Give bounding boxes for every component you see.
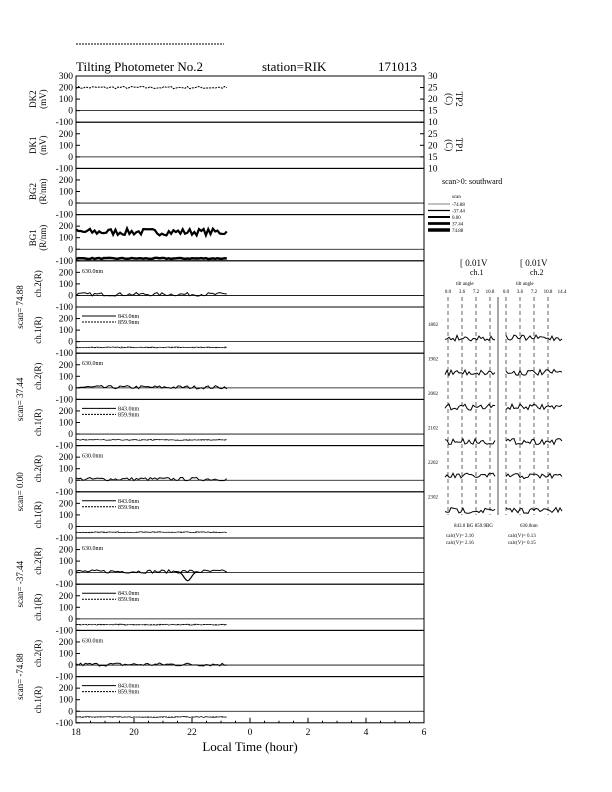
right-y-tick-label: 15 xyxy=(428,106,438,117)
y-tick-label: 100 xyxy=(58,141,73,152)
profile-trace xyxy=(445,335,495,341)
time-label: 2302 xyxy=(428,495,438,501)
bg1-series-1 xyxy=(76,228,227,235)
scan-legend-label: 74.88 xyxy=(452,229,464,234)
y-tick-label: -100 xyxy=(55,395,73,406)
y-tick-label: 200 xyxy=(58,499,73,510)
scan-label-text: scan= 0.00 xyxy=(15,472,25,512)
y-tick-label: -100 xyxy=(55,626,73,637)
y-tick-label: 0 xyxy=(68,476,73,487)
panel-right-ylabel xyxy=(444,92,464,107)
tilt-tick-label: 10.8 xyxy=(543,290,553,295)
tilt-tick-label: 0.0 xyxy=(502,290,510,295)
bottom-label-1: 843.0 BG 859.9BG xyxy=(454,524,493,529)
ch2-630-series xyxy=(76,663,227,666)
tilt-tick-label: 14.4 xyxy=(557,290,567,295)
right-ylabel-line: TP1 xyxy=(454,137,464,153)
y-tick-label: 0 xyxy=(68,291,73,302)
y-tick-label: 200 xyxy=(58,222,73,233)
legend-header: scan xyxy=(452,195,461,200)
y-tick-label: 200 xyxy=(58,268,73,279)
ylabel-line: BG2 xyxy=(28,182,38,201)
legend-label: 843.0nm xyxy=(118,683,140,690)
ylabel-line: ch.2(R) xyxy=(33,547,43,575)
tilt-tick-label: 7.2 xyxy=(530,290,538,295)
y-tick-label: 100 xyxy=(58,603,73,614)
panel-frame xyxy=(76,215,424,261)
calc-label: calc(V)= 0.13 xyxy=(508,534,536,539)
x-tick-label: 20 xyxy=(129,727,139,738)
y-tick-label: 100 xyxy=(58,372,73,383)
scan-legend-label: -74.88 xyxy=(452,203,465,208)
header-date: 171013 xyxy=(378,59,417,74)
y-tick-label: -100 xyxy=(55,303,73,313)
time-label: 1902 xyxy=(428,357,438,363)
y-tick-label: 200 xyxy=(58,314,73,325)
ch2-label: ch.2 xyxy=(530,268,544,277)
calc-label: calc(V)= 0.15 xyxy=(508,541,536,546)
ylabel-line: ch.2(R) xyxy=(33,639,43,668)
y-tick-label: -100 xyxy=(55,580,73,591)
panel-ylabel xyxy=(33,455,43,482)
y-tick-label: 200 xyxy=(58,545,73,556)
profile-trace xyxy=(506,439,562,445)
y-tick-label: 0 xyxy=(68,707,73,718)
x-axis-label: Local Time (hour) xyxy=(202,738,298,754)
right-ylabel-line: TP2 xyxy=(454,91,464,107)
profile-trace xyxy=(506,473,562,478)
legend-label: 630.0nm xyxy=(82,361,104,368)
right-panel xyxy=(428,177,567,546)
y-tick-label: 0 xyxy=(68,430,73,441)
profile-trace xyxy=(445,404,495,410)
panel-ylabel xyxy=(28,225,48,251)
legend-label: 843.0nm xyxy=(118,498,140,505)
y-tick-label: 200 xyxy=(58,175,73,186)
y-tick-label: 0 xyxy=(68,245,73,256)
right-y-tick-label: 20 xyxy=(428,141,438,152)
scan-label xyxy=(15,377,25,421)
x-tick-label: 18 xyxy=(71,727,81,738)
legend-label: 859.9nm xyxy=(118,412,140,419)
tilt-tick-label: 0.0 xyxy=(444,290,452,295)
y-tick-label: -100 xyxy=(55,487,73,498)
header-title: Tilting Photometer No.2 xyxy=(76,59,204,74)
right-panel-title: scan>0: southward xyxy=(442,177,503,186)
scan-legend-label: 37.44 xyxy=(452,222,464,228)
y-tick-label: 200 xyxy=(58,129,73,140)
x-tick-label: 0 xyxy=(247,727,253,738)
y-tick-label: 100 xyxy=(58,326,73,337)
y-tick-label: 0 xyxy=(68,614,73,625)
legend-label: 859.9nm xyxy=(118,504,140,511)
panel-frame xyxy=(76,122,424,168)
y-tick-label: 0 xyxy=(68,522,73,533)
panel-ylabel xyxy=(33,501,43,528)
y-tick-label: 100 xyxy=(58,233,73,244)
dk2-series xyxy=(76,86,227,88)
profile-trace xyxy=(445,439,495,444)
ylabel-line: (R/nm) xyxy=(38,224,48,251)
y-tick-label: 0 xyxy=(68,568,73,579)
tilt-tick-label: 7.2 xyxy=(472,290,480,295)
y-tick-label: 200 xyxy=(58,684,73,695)
y-tick-label: 0 xyxy=(68,337,73,348)
y-tick-label: 100 xyxy=(58,187,73,198)
ylabel-line: (R/nm) xyxy=(38,178,48,205)
panel-stack xyxy=(15,72,464,729)
ylabel-line: ch.1(R) xyxy=(33,593,43,621)
ylabel-line: ch.1(R) xyxy=(33,686,43,714)
panel-frame xyxy=(76,168,424,214)
panel-frame xyxy=(76,630,424,676)
time-label: 1802 xyxy=(428,323,438,328)
panel-frame xyxy=(76,446,424,492)
ch1-label: ch.1 xyxy=(470,268,484,277)
panel-ylabel xyxy=(33,547,43,574)
legend-label: 859.9nm xyxy=(118,689,140,696)
scale-1: [ 0.01V xyxy=(460,258,488,268)
x-tick-label: 6 xyxy=(421,727,427,738)
tilt-tick-label: 3.6 xyxy=(458,290,466,295)
bg1-series-2 xyxy=(76,258,227,259)
scan-label-text: scan= 74.88 xyxy=(15,285,25,329)
scan-label xyxy=(15,472,25,512)
y-tick-label: -100 xyxy=(55,718,73,729)
panel-ylabel xyxy=(33,594,43,621)
legend-label: 843.0nm xyxy=(118,591,140,598)
ylabel-line: ch.1(R) xyxy=(33,408,43,437)
panel-frame xyxy=(76,76,424,122)
x-tick-label: 4 xyxy=(363,727,369,738)
tilt-label: tilt angle xyxy=(456,282,474,287)
scan-label xyxy=(15,560,25,607)
scan-label xyxy=(15,285,25,329)
profile-trace xyxy=(445,508,495,514)
panel-frame xyxy=(76,261,424,307)
ylabel-line: ch.2(R) xyxy=(33,362,43,390)
y-tick-label: -100 xyxy=(55,534,73,544)
y-tick-label: 100 xyxy=(58,418,73,429)
y-tick-label: 100 xyxy=(58,510,73,521)
y-tick-label: 100 xyxy=(58,464,73,475)
scale-2: [ 0.01V xyxy=(520,258,548,268)
right-y-tick-label: 30 xyxy=(428,72,438,82)
panel-frame xyxy=(76,353,424,399)
y-tick-label: -100 xyxy=(55,118,73,129)
time-label: 2002 xyxy=(428,392,438,397)
ylabel-line: (mV) xyxy=(38,135,48,156)
x-tick-label: 2 xyxy=(305,727,311,738)
y-tick-label: -100 xyxy=(55,349,73,360)
profile-trace xyxy=(445,370,495,375)
scan-legend-label: -37.44 xyxy=(452,209,465,215)
panel-right-ylabel xyxy=(444,138,464,153)
y-tick-label: 300 xyxy=(58,72,73,82)
legend-label: 630.0nm xyxy=(82,638,104,645)
calc-label: calc(V)= 2.16 xyxy=(446,541,474,546)
right-ylabel-line: (C) xyxy=(444,93,454,106)
right-ylabel-line: (C) xyxy=(444,139,454,152)
ylabel-line: BG1 xyxy=(28,229,38,247)
ylabel-line: DK1 xyxy=(28,136,38,155)
bottom-label-2: 630.0nm xyxy=(520,524,538,529)
legend-label: 859.9nm xyxy=(118,320,140,326)
y-tick-label: 200 xyxy=(58,360,73,371)
tilt-tick-label: 3.6 xyxy=(516,290,524,295)
y-tick-label: 0 xyxy=(68,199,73,210)
panel-ylabel xyxy=(33,270,43,297)
tilt-label: tilt angle xyxy=(516,282,534,287)
y-tick-label: 0 xyxy=(68,106,73,117)
ylabel-line: (mV) xyxy=(38,89,48,109)
panel-ylabel xyxy=(33,363,43,390)
y-tick-label: 200 xyxy=(58,591,73,602)
ylabel-line: ch.1(R) xyxy=(33,501,43,529)
ylabel-line: ch.2(R) xyxy=(33,455,43,483)
legend-label: 843.0nm xyxy=(118,314,140,320)
y-tick-label: 0 xyxy=(68,383,73,394)
right-y-tick-label: 10 xyxy=(428,164,438,175)
panel-frame xyxy=(76,538,424,584)
y-tick-label: -100 xyxy=(55,164,73,175)
right-y-tick-label: 25 xyxy=(428,129,438,140)
panel-ylabel xyxy=(28,89,48,109)
legend-label: 630.0nm xyxy=(82,268,104,275)
scan-label xyxy=(15,653,25,700)
panel-ylabel xyxy=(33,686,43,713)
y-tick-label: 100 xyxy=(58,649,73,660)
right-y-tick-label: 25 xyxy=(428,83,438,94)
x-tick-label: 22 xyxy=(187,727,197,738)
y-tick-label: 200 xyxy=(58,453,73,464)
y-tick-label: -100 xyxy=(55,256,73,267)
ylabel-line: ch.2(R) xyxy=(33,270,43,298)
y-tick-label: 100 xyxy=(58,557,73,568)
calc-label: calc(V)= 2.16 xyxy=(446,534,474,539)
y-tick-label: 100 xyxy=(58,695,73,706)
panel-ylabel xyxy=(33,316,43,343)
y-tick-label: -100 xyxy=(55,441,73,452)
ch2-630-series xyxy=(76,386,227,389)
tilt-tick-label: 10.8 xyxy=(485,290,495,295)
y-tick-label: -100 xyxy=(55,672,73,683)
y-tick-label: -100 xyxy=(55,210,73,221)
legend-label: 630.0nm xyxy=(82,546,104,552)
panel-ylabel xyxy=(28,136,48,156)
scan-label-text: scan= 37.44 xyxy=(15,377,25,422)
y-tick-label: 200 xyxy=(58,406,73,417)
y-tick-label: 100 xyxy=(58,279,73,290)
scan-label-text: scan= -74.88 xyxy=(15,653,25,700)
ylabel-line: ch.1(R) xyxy=(33,316,43,344)
header-station: station=RIK xyxy=(262,59,327,74)
y-tick-label: 0 xyxy=(68,152,73,163)
panel-ylabel xyxy=(33,409,43,436)
profile-trace xyxy=(445,473,495,478)
legend-label: 859.9nm xyxy=(118,597,140,604)
scan-legend-label: 0.00 xyxy=(452,216,461,221)
y-tick-label: 200 xyxy=(58,637,73,648)
time-label: 2102 xyxy=(428,426,438,432)
right-y-tick-label: 15 xyxy=(428,152,438,163)
y-tick-label: 200 xyxy=(58,83,73,94)
right-y-tick-label: 10 xyxy=(428,118,438,129)
legend-label: 843.0nm xyxy=(118,406,140,413)
legend-label: 630.0nm xyxy=(82,453,104,460)
scan-label-text: scan= -37.44 xyxy=(15,560,25,608)
ylabel-line: DK2 xyxy=(28,90,38,108)
panel-ylabel xyxy=(33,640,43,667)
time-label: 2202 xyxy=(428,461,438,466)
y-tick-label: 100 xyxy=(58,95,73,106)
right-y-tick-label: 20 xyxy=(428,95,438,106)
y-tick-label: 0 xyxy=(68,661,73,672)
panel-ylabel xyxy=(28,178,48,204)
